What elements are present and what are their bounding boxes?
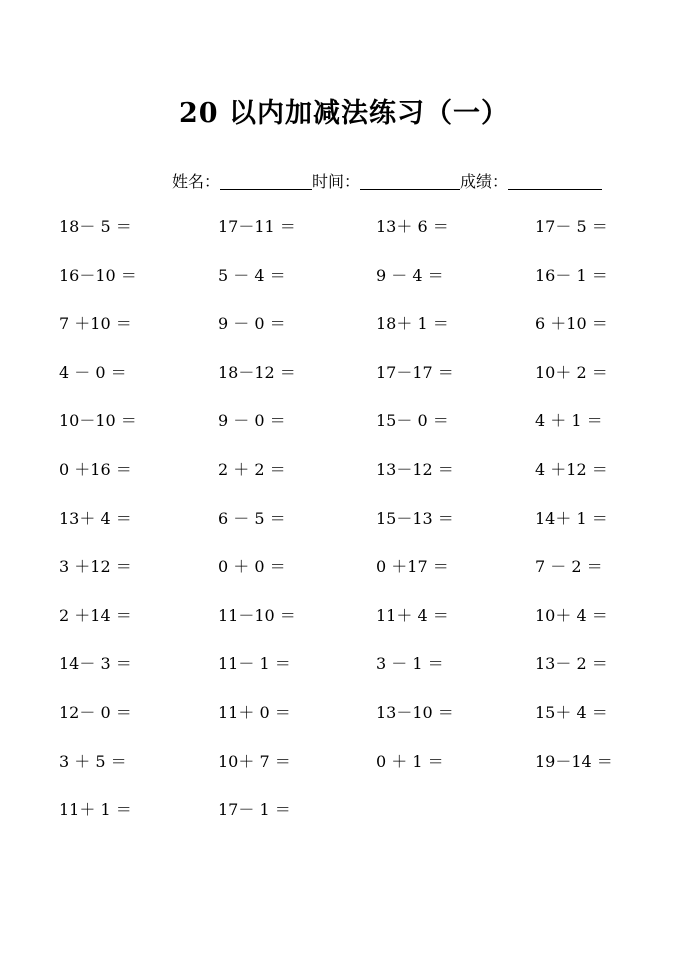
- problem-row: [59, 311, 679, 360]
- problem-item: 6 － 5 ＝: [218, 508, 286, 528]
- problem-item: 17－ 1 ＝: [218, 800, 291, 820]
- problem-item: 7 － 2 ＝: [535, 557, 603, 577]
- problem-item: 10＋ 7 ＝: [218, 751, 291, 771]
- problem-item: 0 ＋ 1 ＝: [376, 751, 444, 771]
- problem-item: 18＋ 1 ＝: [376, 314, 449, 334]
- problem-row: [59, 457, 679, 506]
- problem-item: 3 － 1 ＝: [376, 654, 444, 674]
- problem-item: 4 ＋ 1 ＝: [535, 411, 603, 431]
- problem-item: 9 － 4 ＝: [376, 265, 444, 285]
- problem-item: 10＋ 4 ＝: [535, 605, 608, 625]
- problem-item: 19－14 ＝: [535, 751, 613, 771]
- problem-item: 2 ＋14 ＝: [59, 605, 132, 625]
- problem-row: [59, 408, 679, 457]
- problem-item: 0 ＋16 ＝: [59, 459, 132, 479]
- problem-row: [59, 360, 679, 409]
- problem-item: 13－ 2 ＝: [535, 654, 608, 674]
- time-blank: [360, 171, 460, 190]
- problem-item: 10＋ 2 ＝: [535, 362, 608, 382]
- problem-item: 9 － 0 ＝: [218, 314, 286, 334]
- problem-item: 16－ 1 ＝: [535, 265, 608, 285]
- problem-item: 10－10 ＝: [59, 411, 137, 431]
- problem-item: 4 ＋12 ＝: [535, 459, 608, 479]
- problem-item: 14＋ 1 ＝: [535, 508, 608, 528]
- problem-row: [59, 554, 679, 603]
- problem-item: 12－ 0 ＝: [59, 702, 132, 722]
- problem-item: 2 ＋ 2 ＝: [218, 459, 286, 479]
- problem-row: [59, 700, 679, 749]
- problem-item: 4 － 0 ＝: [59, 362, 127, 382]
- problem-item: 13－12 ＝: [376, 459, 454, 479]
- problem-item: 11＋ 4 ＝: [376, 605, 449, 625]
- problem-item: 18－12 ＝: [218, 362, 296, 382]
- problem-item: 3 ＋ 5 ＝: [59, 751, 127, 771]
- problem-item: 13＋ 4 ＝: [59, 508, 132, 528]
- problem-item: 17－ 5 ＝: [535, 217, 608, 236]
- problem-item: 16－10 ＝: [59, 265, 137, 285]
- problem-item: 18－ 5 ＝: [59, 217, 132, 236]
- worksheet-title: 20 以内加减法练习（一）: [179, 98, 509, 129]
- problem-item: 13－10 ＝: [376, 702, 454, 722]
- problem-row: [59, 797, 679, 846]
- problem-item: 15－ 0 ＝: [376, 411, 449, 431]
- time-label: 时间：: [312, 172, 361, 191]
- score-label: 成绩：: [460, 172, 509, 191]
- problem-row: [59, 263, 679, 312]
- problem-grid: [59, 214, 679, 846]
- problem-item: 0 ＋17 ＝: [376, 557, 449, 577]
- problem-item: 14－ 3 ＝: [59, 654, 132, 674]
- problem-row: [59, 749, 679, 798]
- problem-item: 17－17 ＝: [376, 362, 454, 382]
- problem-item: 15＋ 4 ＝: [535, 702, 608, 722]
- problem-item: 3 ＋12 ＝: [59, 557, 132, 577]
- problem-item: 6 ＋10 ＝: [535, 314, 608, 334]
- problem-item: 9 － 0 ＝: [218, 411, 286, 431]
- problem-item: 11＋ 1 ＝: [59, 800, 132, 820]
- problem-row: [59, 603, 679, 652]
- name-blank: [220, 171, 312, 190]
- problem-row: [59, 506, 679, 555]
- problem-item: 0 ＋ 0 ＝: [218, 557, 286, 577]
- name-label: 姓名：: [172, 172, 221, 191]
- problem-item: 13＋ 6 ＝: [376, 217, 449, 236]
- problem-item: 17－11 ＝: [218, 217, 296, 236]
- problem-row: [59, 651, 679, 700]
- student-info-line: [172, 168, 602, 192]
- problem-item: 5 － 4 ＝: [218, 265, 286, 285]
- problem-row: [59, 214, 679, 263]
- problem-item: 11－ 1 ＝: [218, 654, 291, 674]
- problem-item: 7 ＋10 ＝: [59, 314, 132, 334]
- problem-item: 11＋ 0 ＝: [218, 702, 291, 722]
- problem-item: 11－10 ＝: [218, 605, 296, 625]
- score-blank: [508, 171, 602, 190]
- problem-item: 15－13 ＝: [376, 508, 454, 528]
